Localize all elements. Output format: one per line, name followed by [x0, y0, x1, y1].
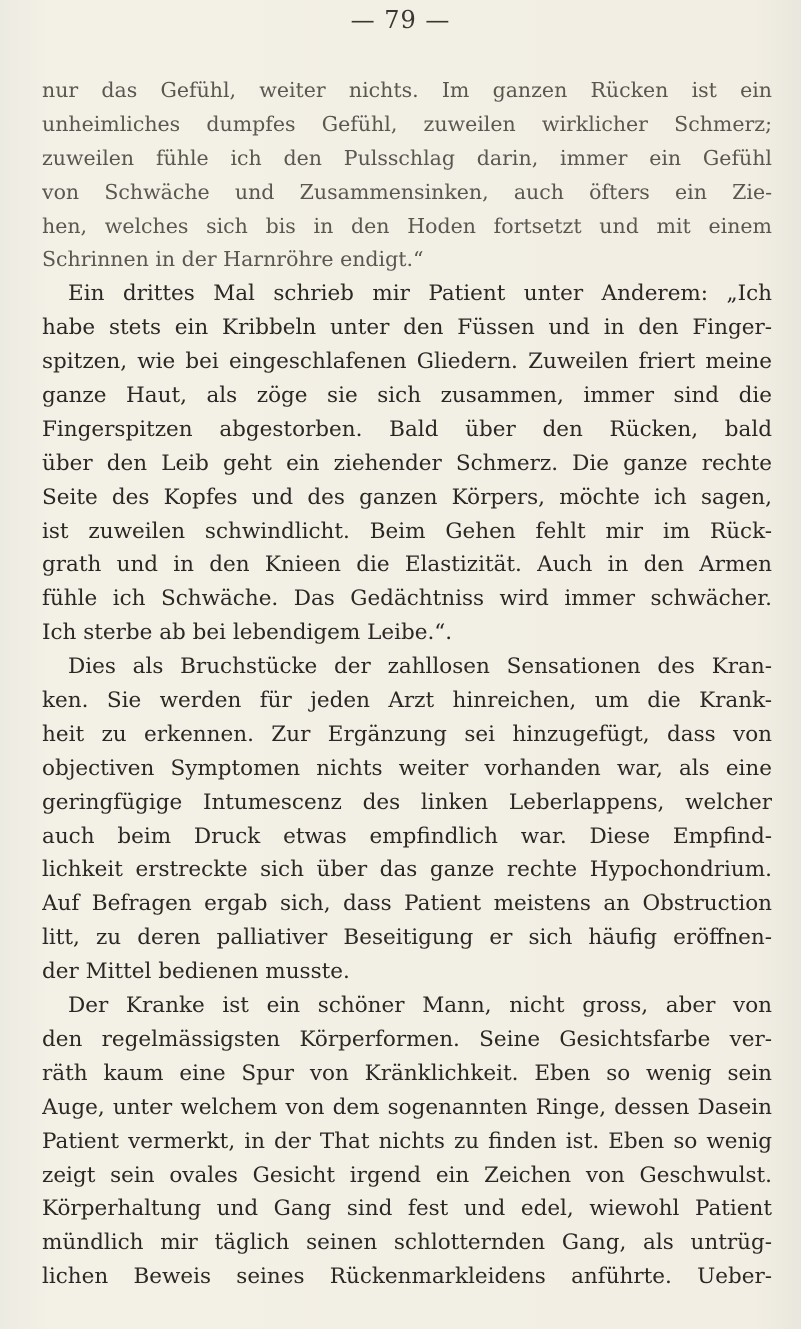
body-text: [42, 74, 772, 1294]
text-line: den regelmässigsten Körperformen. Seine Gesichtsfarbe ver-: [42, 1026, 772, 1052]
text-line: ken. Sie werden für jeden Arzt hinreichen, um die Krank-: [42, 688, 772, 714]
text-line: hen, welches sich bis in den Hoden fortsetzt und mit einem: [42, 213, 772, 238]
text-line: Körperhaltung und Gang sind fest und edel, wiewohl Patient: [42, 1196, 772, 1222]
text-line: Fingerspitzen abgestorben. Bald über den Rücken, bald: [42, 416, 772, 442]
text-line: lichen Beweis seines Rückenmarkleidens anführte. Ueber-: [42, 1264, 772, 1290]
text-line: Seite des Kopfes und des ganzen Körpers, möchte ich sagen,: [42, 484, 772, 510]
text-line: Schrinnen in der Harnröhre endigt.“: [42, 247, 424, 272]
text-line: Auge, unter welchem von dem sogenannten Ringe, dessen Dasein: [42, 1094, 772, 1120]
text-line: grath und in den Knieen die Elastizität. Auch in den Armen: [42, 552, 772, 578]
text-line: räth kaum eine Spur von Kränklichkeit. Eben so wenig sein: [42, 1060, 772, 1086]
text-line: heit zu erkennen. Zur Ergänzung sei hinzugefügt, dass von: [42, 721, 772, 747]
text-line: mündlich mir täglich seinen schlotternden Gang, als untrüg-: [42, 1230, 772, 1256]
page-number: — 79 —: [350, 6, 451, 34]
text-line: unheimliches dumpfes Gefühl, zuweilen wirklicher Schmerz;: [42, 111, 772, 136]
text-line: lichkeit erstreckte sich über das ganze rechte Hypochondrium.: [42, 857, 772, 883]
text-line: Ich sterbe ab bei lebendigem Leibe.“.: [42, 620, 453, 646]
text-line: zuweilen fühle ich den Pulsschlag darin, immer ein Gefühl: [42, 145, 772, 170]
text-line: über den Leib geht ein ziehender Schmerz. Die ganze rechte: [42, 450, 772, 476]
text-line: litt, zu deren palliativer Beseitigung er sich häufig eröffnen-: [42, 925, 772, 951]
text-line: ist zuweilen schwindlicht. Beim Gehen fehlt mir im Rück-: [42, 518, 772, 544]
text-line: ganze Haut, als zöge sie sich zusammen, immer sind die: [42, 383, 772, 409]
paragraph-start-line: Dies als Bruchstücke der zahllosen Sensationen des Kran-: [68, 654, 772, 680]
text-line: nur das Gefühl, weiter nichts. Im ganzen Rücken ist ein: [42, 78, 772, 102]
text-line: zeigt sein ovales Gesicht irgend ein Zeichen von Geschwulst.: [42, 1162, 772, 1188]
text-line: von Schwäche und Zusammensinken, auch öfters ein Zie-: [42, 179, 772, 204]
text-line: der Mittel bedienen musste.: [42, 959, 350, 985]
text-line: Patient vermerkt, in der That nichts zu finden ist. Eben so wenig: [42, 1128, 772, 1154]
text-line: fühle ich Schwäche. Das Gedächtniss wird immer schwächer.: [42, 586, 772, 612]
paragraph-start-line: Ein drittes Mal schrieb mir Patient unter Anderem: „Ich: [68, 281, 772, 307]
text-line: auch beim Druck etwas empfindlich war. Diese Empfind-: [42, 823, 772, 849]
text-line: objectiven Symptomen nichts weiter vorhanden war, als eine: [42, 755, 772, 781]
text-line: habe stets ein Kribbeln unter den Füssen und in den Finger-: [42, 315, 772, 341]
text-line: spitzen, wie bei eingeschlafenen Gliedern. Zuweilen friert meine: [42, 349, 772, 375]
text-line: geringfügige Intumescenz des linken Leberlappens, welcher: [42, 789, 772, 815]
paragraph-start-line: Der Kranke ist ein schöner Mann, nicht gross, aber von: [68, 993, 772, 1019]
text-line: Auf Befragen ergab sich, dass Patient meistens an Obstruction: [42, 891, 772, 917]
